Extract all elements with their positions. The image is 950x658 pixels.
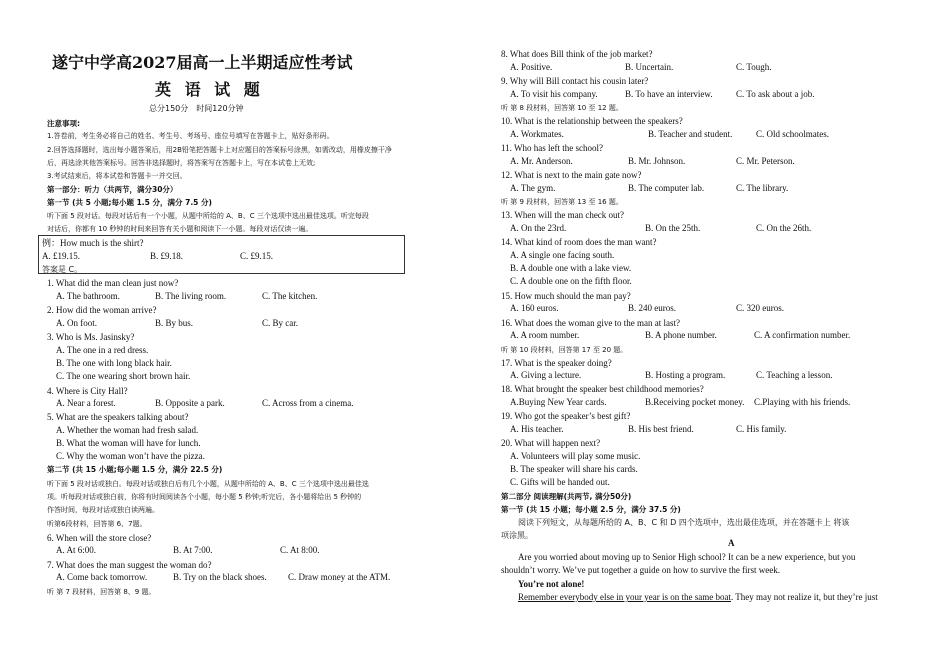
reading-instructions: 项涂黑。 (501, 531, 533, 540)
option-a: A. 160 euros. (510, 303, 559, 313)
option-c: C. Draw money at the ATM. (288, 572, 391, 582)
option-b: B. The living room. (155, 291, 227, 301)
question-12: 12. What is next to the main gate now? (501, 170, 642, 180)
option-a: A. Mr. Anderson. (510, 156, 573, 166)
question-18: 18. What brought the speaker best childhood memories? (501, 384, 704, 394)
question-1: 1. What did the man clean just now? (47, 278, 179, 288)
option-c: C. At 8:00. (280, 545, 320, 555)
example-option-a: A. £19.15. (42, 251, 80, 261)
option-c: C. 320 euros. (736, 303, 784, 313)
option-a: A. A room number. (510, 330, 580, 340)
question-15: 15. How much should the man pay? (501, 291, 631, 301)
question-14: 14. What kind of room does the man want? (501, 237, 657, 247)
listening-cue-6: 听第6段材料，回答第 6、7题。 (47, 520, 147, 528)
section2-instructions: 作答时间，每段对话或独白读两遍。 (47, 506, 159, 514)
option-a: A.Buying New Year cards. (510, 397, 607, 407)
option-c: C. Why the woman won’t have the pizza. (56, 451, 205, 461)
option-b: B. 240 euros. (628, 303, 676, 313)
example-question: 例：How much is the shirt? (42, 238, 144, 248)
option-c: C. Across from a cinema. (262, 398, 354, 408)
option-a: A. Come back tomorrow. (56, 572, 148, 582)
option-a: A. Giving a lecture. (510, 370, 582, 380)
question-19: 19. Who got the speaker’s best gift? (501, 411, 631, 421)
option-c: C. The one wearing short brown hair. (56, 371, 191, 381)
option-b: B. Uncertain. (625, 62, 674, 72)
question-16: 16. What does the woman give to the man at last? (501, 318, 681, 328)
exam-subject: 英 语 试 题 (155, 80, 264, 99)
part2-section1-heading: 第一节 (共 15 小题；每小题 2.5 分，满分 37.5 分) (501, 505, 681, 514)
passage-subheading: You’re not alone! (518, 579, 585, 589)
listening-cue-7: 听 第 7 段材料，回答第 8、9 题。 (47, 588, 156, 596)
reading-instructions: 阅读下列短文，从每题所给的 A、B、C 和 D 四个选项中，选出最佳选项，并在答题卡上 将该 (518, 518, 850, 527)
question-5: 5. What are the speakers talking about? (47, 412, 189, 422)
option-a: A. On the 23rd. (510, 223, 567, 233)
option-b: B. At 7:00. (173, 545, 213, 555)
passage-paragraph: Are you worried about moving up to Senior High school? It can be a new experience, but you (518, 552, 856, 562)
question-2: 2. How did the woman arrive? (47, 305, 157, 315)
option-c: C. Mr. Peterson. (736, 156, 795, 166)
question-11: 11. Who has left the school? (501, 143, 603, 153)
option-b: B. Mr. Johnson. (628, 156, 686, 166)
option-b: B. Try on the black shoes. (173, 572, 267, 582)
option-c: C. By car. (262, 318, 298, 328)
part2-heading: 第二部分 阅读理解(共两节, 满分50分) (501, 492, 632, 501)
option-b: B.Receiving pocket money. (645, 397, 745, 407)
option-c: C. To ask about a job. (736, 89, 815, 99)
option-a: A. The bathroom. (56, 291, 120, 301)
part1-heading: 第一部分：听力（共两节，满分30分） (47, 185, 178, 194)
option-b: B. The speaker will share his cards. (510, 464, 638, 474)
option-b: B. His best friend. (628, 424, 694, 434)
option-c: C. On the 26th. (756, 223, 812, 233)
option-c: C. The library. (736, 183, 789, 193)
option-a: A. Volunteers will play some music. (510, 451, 641, 461)
option-b: B. By bus. (155, 318, 194, 328)
section2-instructions: 听下面 5 段对话或独白。每段对话或独白后有几个小题，从题中所给的 A、B、C 三个选项中选出最佳选 (47, 480, 369, 488)
option-b: B. A double one with a lake view. (510, 263, 632, 273)
note-item: 3.考试结束后，将本试卷和答题卡一并交回。 (47, 172, 187, 180)
option-a: A. Workmates. (510, 129, 564, 139)
option-c: C. His family. (736, 424, 787, 434)
passage-text: . They may not realize it, but they’re just (730, 592, 878, 602)
section1-instructions: 对话后，你都有 10 秒钟的时间来回答有关小题和阅读下一小题。每段对话仅读一遍。 (47, 225, 313, 233)
option-a: A. To visit his company. (510, 89, 598, 99)
listening-cue-9: 听 第 9 段材料，回答第 13 至 16 题。 (501, 198, 623, 206)
option-c: C. Tough. (736, 62, 772, 72)
part1-section1-heading: 第一节 (共 5 小题;每小题 1.5 分，满分 7.5 分) (47, 198, 212, 207)
option-b: B. The one with long black hair. (56, 358, 172, 368)
listening-cue-8: 听 第 8 段材料，回答第 10 至 12 题。 (501, 104, 623, 112)
notes-heading: 注意事项: (47, 119, 80, 128)
question-3: 3. Who is Ms. Jasinsky? (47, 332, 135, 342)
option-a: A. Positive. (510, 62, 553, 72)
listening-cue-10: 听 第 10 段材料，回答第 17 至 20 题。 (501, 346, 628, 354)
option-c: C. Teaching a lesson. (756, 370, 833, 380)
passage-paragraph: shouldn’t worry. We’ve put together a guide on how to survive the first week. (501, 565, 781, 575)
exam-title: 遂宁中学高2027届高一上半期适应性考试 (52, 53, 353, 72)
question-17: 17. What is the speaker doing? (501, 358, 612, 368)
option-c: C.Playing with his friends. (754, 397, 851, 407)
note-item: 后，再选涂其他答案标号。回答非选择题时，将答案写在答题卡上，写在本试卷上无效; (47, 159, 316, 167)
option-b: B. Teacher and student. (648, 129, 733, 139)
option-a: A. Whether the woman had fresh salad. (56, 425, 199, 435)
option-b: B. The computer lab. (628, 183, 705, 193)
option-a: A. On foot. (56, 318, 97, 328)
passage-label: A (728, 538, 735, 548)
question-7: 7. What does the man suggest the woman do? (47, 560, 212, 570)
section2-instructions: 项。听每段对话或独白前，你将有时间阅读各个小题，每小题 5 秒钟;听完后，各小题将给出 5 秒钟的 (47, 493, 362, 501)
option-b: B. To have an interview. (625, 89, 713, 99)
option-a: A. A single one facing south. (510, 250, 615, 260)
option-b: B. Opposite a park. (155, 398, 225, 408)
option-b: B. On the 25th. (645, 223, 701, 233)
example-answer: 答案是 C。 (42, 265, 83, 274)
option-a: A. Near a forest. (56, 398, 116, 408)
option-c: C. Gifts will be handed out. (510, 477, 610, 487)
option-b: B. Hosting a program. (645, 370, 726, 380)
example-option-c: C. £9.15. (240, 251, 274, 261)
option-b: B. A phone number. (645, 330, 717, 340)
question-6: 6. When will the store close? (47, 533, 152, 543)
option-c: C. Old schoolmates. (756, 129, 829, 139)
score-time: 总分150分 时间120分钟 (149, 104, 244, 113)
question-10: 10. What is the relationship between the speakers? (501, 116, 683, 126)
option-a: A. The gym. (510, 183, 556, 193)
question-20: 20. What will happen next? (501, 438, 601, 448)
option-a: A. The one in a red dress. (56, 345, 149, 355)
option-c: C. The kitchen. (262, 291, 318, 301)
option-a: A. His teacher. (510, 424, 564, 434)
option-c: C. A confirmation number. (754, 330, 851, 340)
option-a: A. At 6:00. (56, 545, 97, 555)
question-4: 4. Where is City Hall? (47, 386, 128, 396)
note-item: 2.回答选择题时，选出每小题答案后，用2B铅笔把答题卡上对应题目的答案标号涂黑，如需改动，用橡皮擦干净 (47, 146, 392, 154)
underlined-phrase: Remember everybody else in your year is on the same boat (518, 592, 731, 602)
option-c: C. A double one on the fifth floor. (510, 276, 632, 286)
passage-paragraph (518, 591, 878, 603)
part1-section2-heading: 第二节 (共 15 小题;每小题 1.5 分，满分 22.5 分) (47, 465, 223, 474)
question-9: 9. Why will Bill contact his cousin later? (501, 76, 649, 86)
question-8: 8. What does Bill think of the job market? (501, 49, 653, 59)
question-13: 13. When will the man check out? (501, 210, 625, 220)
note-item: 1.答卷前，考生务必将自己的姓名、考生号、考场号、座位号填写在答题卡上，贴好条形码。 (47, 132, 334, 140)
section1-instructions: 听下面 5 段对话。每段对话后有一个小题，从题中所给的 A、B、C 三个选项中选出最佳选项。听完每段 (47, 212, 369, 220)
example-option-b: B. £9.18. (150, 251, 184, 261)
option-b: B. What the woman will have for lunch. (56, 438, 201, 448)
